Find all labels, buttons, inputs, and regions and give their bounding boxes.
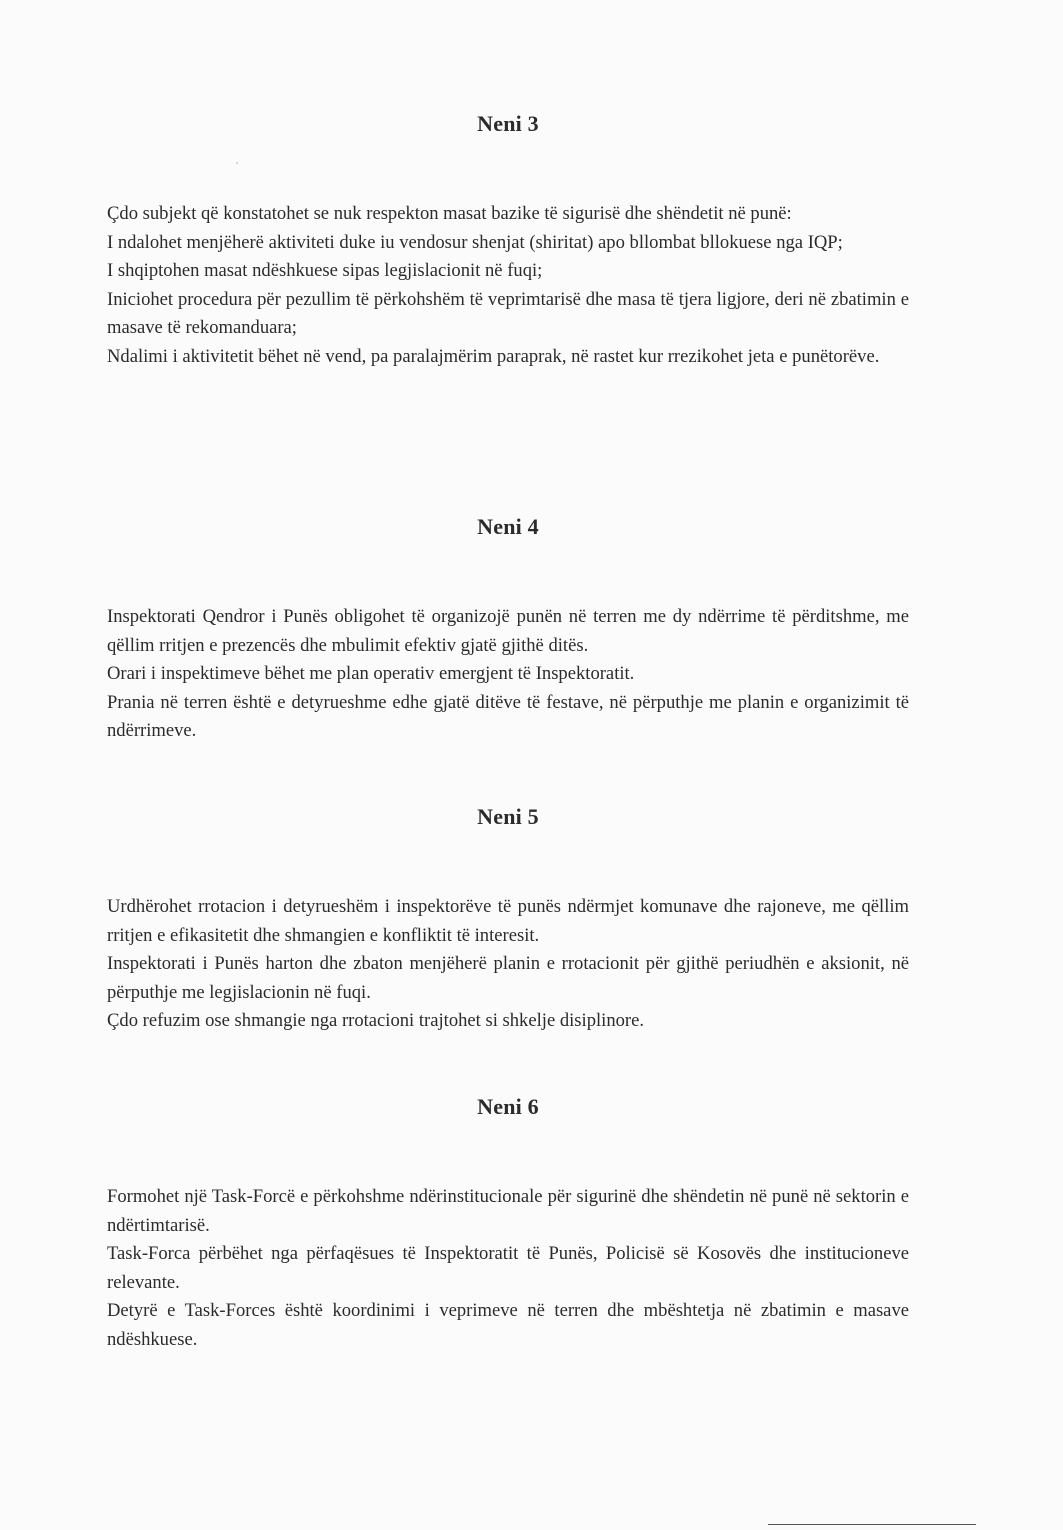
- article-body: [107, 1183, 909, 1354]
- article-paragraph: Orari i inspektimeve bëhet me plan operativ emergjent të Inspektoratit.: [107, 663, 635, 684]
- article-paragraph: I shqiptohen masat ndëshkuese sipas legjislacionit në fuqi;: [107, 260, 543, 281]
- article-paragraph: I ndalohet menjëherë aktiviteti duke iu vendosur shenjat (shiritat) apo bllombat bllokuese nga IQP;: [107, 231, 843, 253]
- article-paragraph: Detyrë e Task-Forces është koordinimi i veprimeve në terren dhe mbështetja në zbatimin e masave ndëshkuese.: [107, 1300, 909, 1350]
- article-neni-6: [107, 1093, 909, 1354]
- article-body: [107, 893, 909, 1036]
- article-neni-5: [107, 803, 909, 1036]
- article-title: Neni 3: [477, 111, 539, 136]
- article-paragraph: Formohet një Task-Forcë e përkohshme ndërinstitucionale për sigurinë dhe shëndetin në punë në sektorin e ndërtimtarisë.: [107, 1186, 909, 1236]
- article-paragraph: Inspektorati i Punës harton dhe zbaton menjëherë planin e rrotacionit për gjithë periudhën e aksionit, në përputhje me legjislacionin në fuqi.: [107, 953, 909, 1003]
- article-paragraph: Inspektorati Qendror i Punës obligohet të organizojë punën në terren me dy ndërrime të përditshme, me qëllim rritjen e prezencës dhe mbulimit efektiv gjatë gjithë ditës.: [107, 606, 909, 656]
- article-body: [107, 603, 909, 746]
- footer-rule: [768, 1524, 976, 1525]
- article-paragraph: Urdhërohet rrotacion i detyrueshëm i inspektorëve të punës ndërmjet komunave dhe rajoneve, me qëllim rritjen e efikasitetit dhe shmangien e konfliktit të interesit.: [107, 896, 909, 946]
- article-paragraph: Ndalimi i aktivitetit bëhet në vend, pa paralajmërim paraprak, në rastet kur rrezikohet jeta e punëtorëve.: [107, 345, 880, 367]
- article-neni-4: [107, 513, 909, 746]
- article-title: Neni 4: [477, 514, 539, 539]
- article-paragraph: Çdo refuzim ose shmangie nga rrotacioni trajtohet si shkelje disiplinore.: [107, 1010, 645, 1031]
- article-paragraph: Prania në terren është e detyrueshme edhe gjatë ditëve të festave, në përputhje me planin e organizimit të ndërrimeve.: [107, 691, 909, 741]
- article-paragraph: Çdo subjekt që konstatohet se nuk respekton masat bazike të sigurisë dhe shëndetit në punë:: [107, 203, 792, 224]
- article-paragraph: Task-Forca përbëhet nga përfaqësues të Inspektoratit të Punës, Policisë së Kosovës dhe institucioneve relevante.: [107, 1243, 909, 1293]
- article-paragraph: Iniciohet procedura për pezullim të përkohshëm të veprimtarisë dhe masa të tjera ligjore, deri në zbatimin e masave të rekomanduara;: [107, 288, 909, 338]
- article-body: [107, 200, 909, 371]
- article-neni-3: [107, 110, 909, 371]
- article-title: Neni 5: [477, 804, 539, 829]
- article-title: Neni 6: [477, 1094, 539, 1119]
